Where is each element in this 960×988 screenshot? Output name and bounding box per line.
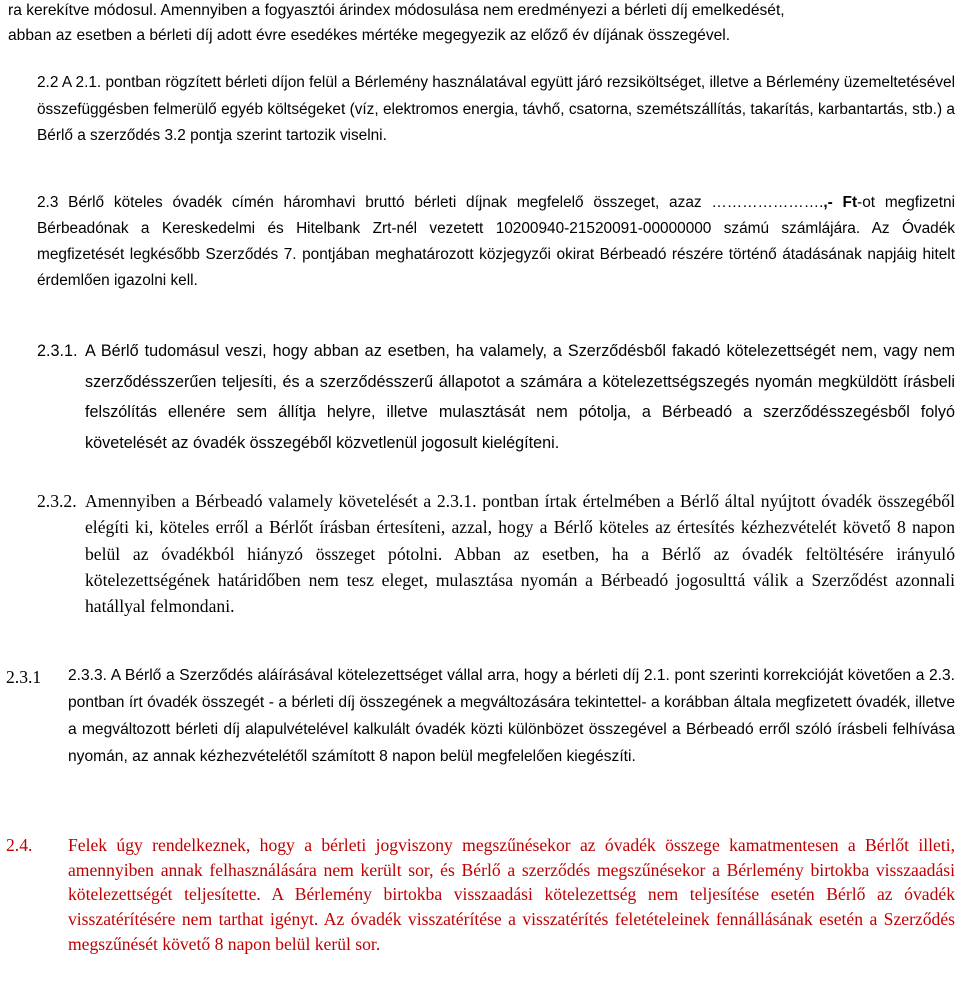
intro-line-2: abban az esetben a bérleti díj adott évre esedékes mértéke megegyezik az előző év díjának összegével. <box>8 27 731 44</box>
section-2-3-3-text: 2.3.3. A Bérlő a Szerződés aláírásával kötelezettséget vállal arra, hogy a bérleti díj 2.1. pont szerinti korrekcióját követően a 2.3. pontban írt óvadék összegét - a bérleti díj összegének a megváltozására tekintettel- a korábban általa megfizetett óvadék, illetve a megváltozott bérleti díj alapulvételével kalkulált óvadék közti különbözet összegével a Bérbeadó erről szóló írásbeli felhívása nyomán, az annak kézhezvételétől számított 8 napon belül megfelelően kiegészíti. <box>68 667 955 765</box>
section-2-4 <box>6 833 955 957</box>
section-2-2 <box>37 70 955 150</box>
section-2-4-text: Felek úgy rendelkeznek, hogy a bérleti jogviszony megszűnésekor az óvadék összege kamatmentesen a Bérlőt illeti, amennyiben annak felhasználására nem került sor, és Bérlő a szerződés megszűnésekor a Bérlemény birtokba visszaadási kötelezettségét teljesítette. A Bérlemény birtokba visszaadási kötelezettség nem teljesítése esetén Bérlő az óvadék visszatérítésére nem tarthat igényt. Az óvadék visszatérítése a visszatérítés feletételeinek fennállásának esetén a Szerződés megszűnését követő 8 napon belül kerül sor. <box>68 835 955 954</box>
section-2-2-text: 2.2 A 2.1. pontban rögzített bérleti díjon felül a Bérlemény használatával együtt járó rezsiköltséget, illetve a Bérlemény üzemeltetésével összefüggésben felmerülő egyéb költségeket (víz, elektromos energia, távhő, csatorna, szemétszállítás, takarítás, karbantartás, stb.) a Bérlő a szerződés 3.2 pontja szerint tartozik viselni. <box>37 74 955 144</box>
intro-line-1: ra kerekítve módosul. Amennyiben a fogyasztói árindex módosulása nem eredményezi a bérleti díj emelkedését, <box>8 2 785 19</box>
section-2-3-2-number: 2.3.2. <box>37 491 77 511</box>
intro-paragraph <box>8 0 954 48</box>
section-2-3-suffix: -ot megfizetni Bérbeadónak a Kereskedelmi és Hitelbank Zrt-nél vezetett 10200940-21520091-00000000 számú számlájára. Az Óvadék megfizetését legkésőbb Szerződés 7. pontjában meghatározott közjegyzői okirat Bérbeadó részére történő átadásának napjáig hitelt érdemlően igazolni kell. <box>37 194 955 289</box>
section-2-3-1-text: A Bérlő tudomásul veszi, hogy abban az esetben, ha valamely, a Szerződésből fakadó kötelezettségét nem, vagy nem szerződésszerűen teljesíti, és a szerződésszerű állapotot a számára a kötelezettségszegés nyomán megküldött írásbeli felszólítás ellenére sem állítja helyre, illetve mulasztását nem pótolja, a Bérbeadó a szerződésszegésből folyó követelését az óvadék összegéből közvetlenül jogosult kielégíteni. <box>85 342 955 452</box>
section-2-3-3-outer-number: 2.3.1 <box>6 667 42 687</box>
section-2-3-3 <box>6 662 955 770</box>
section-2-3-2 <box>37 488 955 619</box>
section-2-3-1 <box>37 336 955 458</box>
section-2-3-text <box>37 190 955 294</box>
section-2-3 <box>37 190 955 294</box>
section-2-3-prefix: 2.3 Bérlő köteles óvadék címén háromhavi bruttó bérleti díjnak megfelelő összeget, azaz …………………. <box>37 194 824 211</box>
section-2-3-1-number: 2.3.1. <box>37 342 78 360</box>
section-2-4-number: 2.4. <box>6 835 33 855</box>
deposit-amount: ,- Ft <box>823 194 858 211</box>
section-2-3-2-text: Amennyiben a Bérbeadó valamely követelését a 2.3.1. pontban írtak értelmében a Bérlő által nyújtott óvadék összegéből elégíti ki, köteles erről a Bérlőt írásban értesíteni, azzal, hogy a Bérlő köteles az értesítés kézhezvételét követő 8 napon belül az óvadékból hiányzó összeget pótolni. Abban az esetben, ha a Bérlő az óvadék feltöltésére irányuló kötelezettségének határidőben nem tesz eleget, mulasztása nyomán a Bérbeadó jogosulttá válik a Szerződést azonnali hatállyal felmondani. <box>85 491 955 617</box>
